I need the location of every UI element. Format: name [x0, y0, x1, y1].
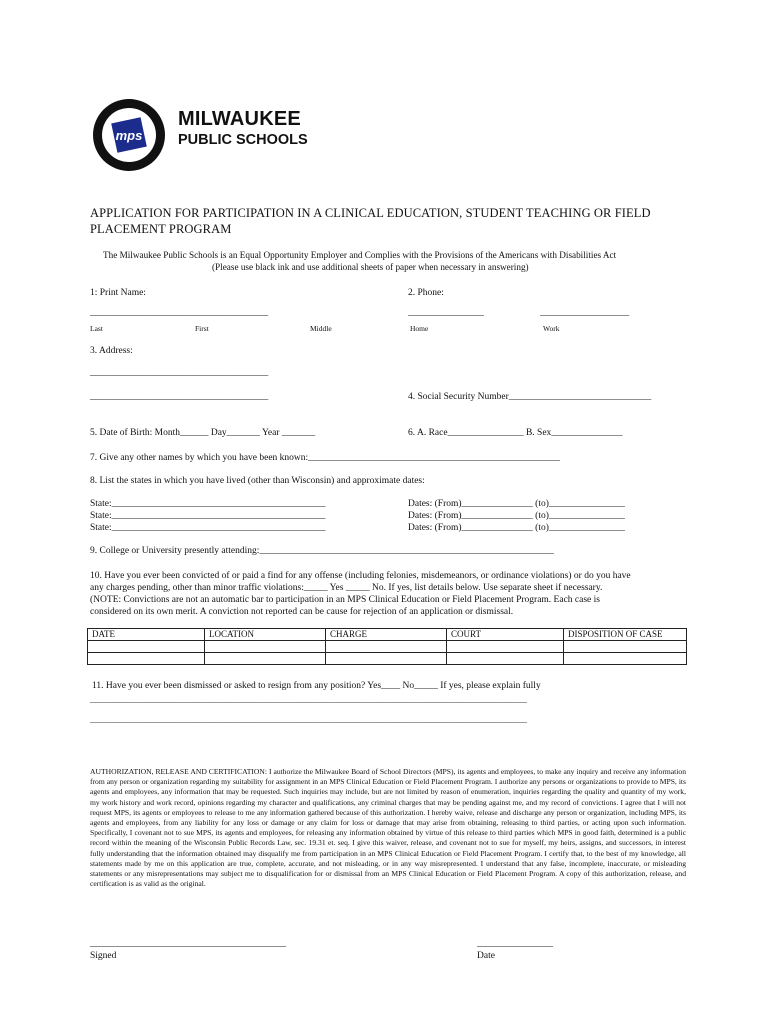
state-field-1[interactable]: State:_____________________________________________ — [90, 499, 326, 509]
q4-ssn[interactable]: 4. Social Security Number______________________________ — [408, 392, 652, 402]
convictions-table — [87, 628, 687, 665]
col-location: LOCATION — [205, 629, 326, 641]
col-disposition: DISPOSITION OF CASE — [564, 629, 687, 641]
dates-field-3[interactable]: Dates: (From)_______________ (to)________________ — [408, 523, 625, 533]
signed-caption: Signed — [90, 951, 117, 961]
q2-label: 2. Phone: — [408, 288, 444, 298]
table-row[interactable] — [88, 641, 687, 653]
table-row[interactable] — [88, 653, 687, 665]
q3-label: 3. Address: — [90, 346, 133, 356]
logo-line1: MILWAUKEE — [178, 108, 301, 130]
home-phone-field[interactable]: _________________ — [408, 308, 484, 318]
home-caption: Home — [410, 324, 429, 333]
q7-other-names[interactable]: 7. Give any other names by which you have been known:_____________________________________________________ — [90, 453, 560, 463]
mps-logo — [92, 98, 166, 172]
col-court: COURT — [447, 629, 564, 641]
q10-line2: any charges pending, other than minor traffic violations:_____ Yes _____ No. If yes, list details below. Use separate sheet if necessary. — [90, 583, 603, 593]
q10-line1: 10. Have you ever been convicted of or paid a find for any offense (including felonies, misdemeanors, or ordinance violations) or do you have — [90, 571, 631, 581]
col-charge: CHARGE — [326, 629, 447, 641]
q11-explain-1[interactable]: ____________________________________________________________________________________________________________ — [90, 694, 527, 704]
last-caption: Last — [90, 324, 103, 333]
work-caption: Work — [543, 324, 560, 333]
q5-dob[interactable]: 5. Date of Birth: Month______ Day_______ Year _______ — [90, 428, 316, 438]
address-field-1[interactable]: ________________________________________ — [90, 368, 269, 378]
eeo-statement: The Milwaukee Public Schools is an Equal Opportunity Employer and Complies with the Provisions of the Americans with Disabilities Act — [103, 250, 617, 260]
name-field[interactable]: ________________________________________ — [90, 308, 269, 318]
signature-field[interactable]: ____________________________________________ — [90, 939, 286, 949]
q8-label: 8. List the states in which you have lived (other than Wisconsin) and approximate dates: — [90, 476, 425, 486]
middle-caption: Middle — [310, 324, 332, 333]
table-header-row — [88, 629, 687, 641]
date-caption: Date — [477, 951, 495, 961]
q10-line3: (NOTE: Convictions are not an automatic bar to participation in an MPS Clinical Education or Field Placement Program. Each case is — [90, 595, 600, 605]
q9-college[interactable]: 9. College or University presently attending:______________________________________________________________ — [90, 546, 554, 556]
mps-seal-icon — [92, 98, 166, 172]
logo-line2: PUBLIC SCHOOLS — [178, 132, 308, 148]
dates-field-1[interactable]: Dates: (From)_______________ (to)________________ — [408, 499, 625, 509]
ink-instruction: (Please use black ink and use additional sheets of paper when necessary in answering) — [212, 262, 529, 272]
col-date: DATE — [88, 629, 205, 641]
svg-text:mps: mps — [115, 128, 143, 143]
title-line1: APPLICATION FOR PARTICIPATION IN A CLINICAL EDUCATION, STUDENT TEACHING OR FIELD — [90, 206, 651, 220]
title-line2: PLACEMENT PROGRAM — [90, 222, 232, 236]
date-field[interactable]: _________________ — [477, 939, 553, 949]
authorization-text: AUTHORIZATION, RELEASE AND CERTIFICATION: I authorize the Milwaukee Board of School Directors (MPS), its agents and employees, to make any inquiry and receive any information from any person or organization regarding my suitability for assignment in an MPS Clinical Education or Field Placement Program. I authorize any persons or organizations to provide to MPS, its agents and employees, any information that may be requested. Such inquiries may include, but are not limited by reason of enumeration, inquiries regarding the quality and quantity of my work, my work history and work record, opinions regarding my character and qualifications, any criminal charges that may be pending against me, and my record of convictions. I agree that I will not request MPS, its agents or employees to release to me any information gathered because of this authorization. I hereby waive, release and discharge any person or organization, including MPS, its agents and employees, from any liability for any loss or damage or any claim for loss or damage that may arise from obtaining, releasing to third parties, or acting upon such information. Specifically, I covenant not to sue MPS, its agents and employees, for releasing any information obtained by virtue of this release to third parties which MPS in good faith, determined is a public record within the meaning of the Wisconsin Public Records Law, sec. 19.31 et. seq. I give this waiver, release, and covenant not to sue for myself, my heirs, assigns, and successors, in interest fully understanding that the information obtained may disqualify me from participation in an MPS Clinical Education or Field Placement Program. I certify that, to the best of my knowledge, all statements made by me on this application are true, complete, accurate, and not misleading, or in any way misrepresented. I understand that any false, incomplete, inaccurate, or misleading statements or any misrepresentations may subject me to disqualification for or dismissal from an MPS Clinical Education or Field Placement Program. A copy of this authorization, release, and certification is as valid as the original. — [90, 767, 686, 889]
state-field-3[interactable]: State:_____________________________________________ — [90, 523, 326, 533]
form-title — [90, 205, 651, 237]
work-phone-field[interactable]: ____________________ — [540, 308, 630, 318]
state-field-2[interactable]: State:_____________________________________________ — [90, 511, 326, 521]
first-caption: First — [195, 324, 209, 333]
q11-explain-2[interactable]: ____________________________________________________________________________________________________________ — [90, 714, 527, 724]
q10-line4: considered on its own merit. A conviction not reported can be cause for rejection of an application or dismissal. — [90, 607, 514, 617]
q1-label: 1: Print Name: — [90, 288, 146, 298]
address-field-2[interactable]: ________________________________________ — [90, 392, 269, 402]
dates-field-2[interactable]: Dates: (From)_______________ (to)________________ — [408, 511, 625, 521]
q11-label: 11. Have you ever been dismissed or asked to resign from any position? Yes____ No_____ If yes, please explain fully — [92, 681, 541, 691]
q6-race-sex[interactable]: 6. A. Race________________ B. Sex_______________ — [408, 428, 623, 438]
